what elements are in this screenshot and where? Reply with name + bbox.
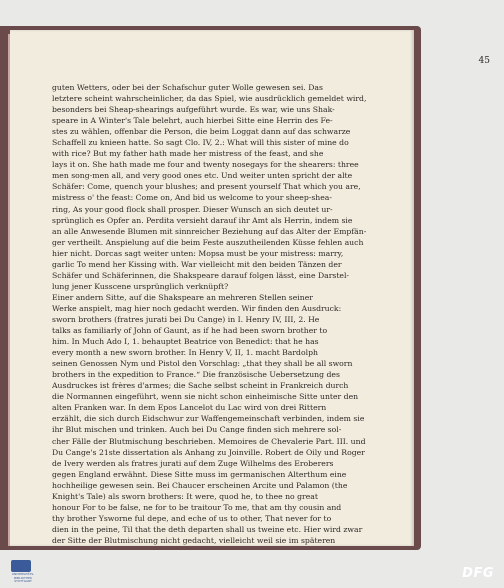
- text-line: Schäfer und Schäferinnen, die Shakspeare darauf folgen lässt, eine Darstel-: [52, 270, 350, 280]
- text-line: cher Fälle der Blutmischung beschrieben. Memoires de Chevalerie Part. III. und: [52, 436, 366, 446]
- text-line: brothers in the expedition to France.“ Die französische Uebersetzung des: [52, 370, 340, 380]
- text-line: speare in A Winter's Tale belehrt, auch hierbei Sitte eine Herrin des Fe-: [52, 116, 333, 126]
- text-line: mistress o' the feast: Come on, And bid us welcome to your sheep-shea-: [52, 193, 332, 203]
- text-line: besonders bei Sheap-shearings aufgeführt wurde. Es war, wie uns Shak-: [52, 105, 335, 115]
- funder-logo: DFG: [462, 566, 494, 581]
- text-line: der Sitte der Blutmischung nicht gedacht, vielleicht weil sie im späteren: [52, 535, 336, 545]
- text-line: Einer andern Sitte, auf die Shakspeare an mehreren Stellen seiner: [52, 292, 313, 302]
- text-line: talks as familiarly of John of Gaunt, as if he had been sworn brother to: [52, 326, 328, 336]
- text-line: with rice? But my father hath made her mistress of the feast, and she: [52, 149, 324, 159]
- text-line: die Normannen eingeführt, wenn sie nicht schon einheimische Sitte unter den: [52, 392, 359, 402]
- text-line: an alle Anwesende Blumen mit sinnreicher Beziehung auf das Alter der Empfän-: [52, 226, 367, 236]
- text-line: Schaffell zu knieen hatte. So sagt Clo. IV, 2.: What will this sister of mine do: [52, 138, 349, 148]
- text-line: honour For to be false, ne for to be traitour To me, that am thy cousin and: [52, 502, 342, 512]
- text-line: guten Wetters, oder bei der Schafschur guter Wolle gewesen sei. Das: [52, 83, 323, 92]
- text-line: Knight's Tale) als sworn brothers: It were, quod he, to thee no great: [52, 491, 318, 501]
- text-line: ring, As your good flock shall prosper. Dieser Wunsch an sich deutet ur-: [52, 204, 333, 214]
- text-line: de Ivery werden als fratres jurati auf dem Zuge Wilhelms des Eroberers: [52, 458, 334, 468]
- library-logo-text: UNIVERSITÄTS-BIBLIOTHEK STUTTGART: [11, 572, 35, 584]
- text-line: every month a new sworn brother. In Henry V, II, 1. macht Bardolph: [52, 348, 318, 358]
- text-line: him. In Much Ado I, 1. behauptet Beatrice von Benedict: that he has: [52, 337, 319, 347]
- text-line: dien in the peine, Til that the deth departen shall us tweine etc. Hier wird zwar: [52, 524, 363, 534]
- text-line: men song-men all, and very good ones etc. Und weiter unten spricht der alte: [52, 171, 353, 181]
- text-line: Schäfer: Come, quench your blushes; and present yourself That which you are,: [52, 182, 361, 192]
- text-line: lung jener Kusscene ursprünglich verknüpft?: [52, 281, 229, 291]
- text-line: erzählt, die sich durch Eidschwur zur Waffengemeinschaft verbinden, indem sie: [52, 414, 365, 424]
- body-text: [52, 82, 400, 546]
- text-line: stes zu wählen, offenbar die Person, die beim Loggat dann auf das schwarze: [52, 127, 351, 137]
- text-line: garlic To mend her Kissing with. War vielleicht mit den beiden Tänzen der: [52, 259, 342, 269]
- text-line: hier nicht. Dorcas sagt weiter unten: Mopsa must be your mistress: marry,: [52, 248, 344, 258]
- text-line: ihr Blut mischen und trinken. Auch bei Du Cange finden sich mehrere sol-: [52, 425, 342, 435]
- text-line: letztere scheint wahrscheinlicher, da das Spiel, wie ausdrücklich gemeldet wird,: [52, 94, 367, 104]
- library-logo: [8, 560, 34, 586]
- page-number: 45: [478, 56, 490, 66]
- library-logo-mark: [11, 560, 31, 572]
- text-line: seinen Genossen Nym und Pistol den Vorschlag: „that they shall be all sworn: [52, 359, 353, 369]
- text-line: thy brother Ysworne ful depe, and eche of us to other, That never for to: [52, 513, 332, 523]
- text-line: sprünglich es Opfer an. Perdita versieht darauf ihr Amt als Herrin, indem sie: [52, 215, 353, 225]
- text-line: ger vertheilt. Anspielung auf die beim Feste auszutheilenden Küsse fehlen auch: [52, 237, 364, 247]
- text-line: Ausdruckes ist frères d'armes; die Sache selbst scheint in Frankreich durch: [52, 381, 349, 391]
- text-line: alten Franken war. In dem Epos Lancelot du Lac wird von drei Rittern: [52, 403, 327, 413]
- text-line: hochheilige gewesen sein. Bei Chaucer erscheinen Arcite und Palamon (the: [52, 480, 348, 490]
- text-line: gegen England erwähnt. Diese Sitte muss im germanischen Alterthum eine: [52, 469, 347, 479]
- text-line: Werke anspielt, mag hier noch gedacht werden. Wir finden den Ausdruck:: [52, 303, 342, 313]
- text-line: lays it on. She hath made me four and twenty nosegays for the shearers: three: [52, 160, 359, 170]
- text-line: Du Cange's 21ste dissertation als Anhang zu Joinville. Robert de Oily und Roger: [52, 447, 365, 457]
- text-line: sworn brothers (fratres jurati bei Du Cange) in I. Henry IV, III, 2. He: [52, 314, 320, 324]
